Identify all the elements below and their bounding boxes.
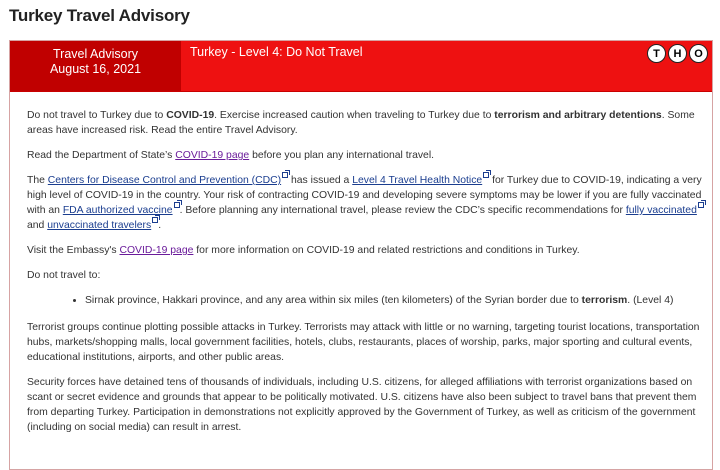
- text: . Some areas have increased risk. Read the entire Travel Advisory.: [27, 110, 695, 136]
- external-link-icon: [282, 172, 288, 178]
- advisory-level: Turkey - Level 4: Do Not Travel: [190, 45, 363, 59]
- list-item: [85, 293, 706, 308]
- covid-19-page-link[interactable]: COVID-19 page: [175, 150, 250, 161]
- embassy-paragraph: [27, 243, 706, 258]
- external-link-icon: [698, 202, 704, 208]
- text: Sirnak province, Hakkari province, and any area within six miles (ten kilometers) of the Syrian border due to: [85, 295, 582, 306]
- text: has issued a: [288, 175, 353, 186]
- embassy-covid-link[interactable]: COVID-19 page: [119, 245, 194, 256]
- text: before you plan any international travel.: [249, 150, 435, 161]
- covid-page-paragraph: [27, 148, 706, 163]
- terrorism-paragraph: Terrorist groups continue plotting possible attacks in Turkey. Terrorists may attack with little or no warning, targeting tourist locations, transportation hubs, markets/shopping malls, local government facilities, hotels, clubs, restaurants, places of worship, parks, major sporting and cultural events, educational institutions, airports, and other public areas.: [27, 322, 700, 363]
- badge-t[interactable]: T: [647, 44, 666, 63]
- text: and: [27, 220, 48, 231]
- advisory-badges: [647, 44, 708, 63]
- do-not-travel-heading: Do not travel to:: [27, 270, 101, 281]
- text: Read the Department of State’s: [27, 150, 176, 161]
- advisory-date-box: [10, 41, 181, 91]
- external-link-icon: [174, 202, 180, 208]
- text: . Exercise increased caution when traveling to Turkey due to: [214, 110, 495, 121]
- fully-vaccinated-link[interactable]: fully vaccinated: [625, 205, 697, 216]
- badge-h[interactable]: H: [668, 44, 687, 63]
- text: .: [158, 220, 162, 231]
- cdc-link[interactable]: Centers for Disease Control and Prevention (CDC): [47, 175, 282, 186]
- text: Visit the Embassy's: [27, 245, 120, 256]
- advisory-banner: [10, 41, 712, 92]
- summary-paragraph: [27, 108, 706, 138]
- advisory-box: [9, 40, 713, 470]
- text: Do not travel to Turkey due to: [27, 110, 167, 121]
- advisory-label: Travel Advisory: [53, 47, 138, 61]
- external-link-icon: [152, 217, 158, 223]
- fda-vaccine-link[interactable]: FDA authorized vaccine: [62, 205, 173, 216]
- text: for Turkey due to COVID-19, indicating a very high level of COVID-19 in the country. Your risk of contracting COVID-19 and developing severe symptoms may be lower if you are fully vaccinated with an: [27, 175, 702, 216]
- text: for more information on COVID-19 and related restrictions and conditions in Turkey.: [193, 245, 580, 256]
- advisory-body: [10, 92, 712, 469]
- badge-o[interactable]: O: [689, 44, 708, 63]
- emphasis-terrorism: terrorism: [581, 295, 628, 306]
- advisory-date: August 16, 2021: [49, 62, 142, 76]
- emphasis-terrorism: terrorism and arbitrary detentions: [494, 110, 662, 121]
- cdc-paragraph: [27, 173, 706, 233]
- external-link-icon: [483, 172, 489, 178]
- text: . (Level 4): [627, 295, 674, 306]
- text: . Before planning any international travel, please review the CDC’s specific recommendations for: [179, 205, 626, 216]
- text: The: [27, 175, 48, 186]
- unvaccinated-travelers-link[interactable]: unvaccinated travelers: [47, 220, 152, 231]
- travel-health-notice-link[interactable]: Level 4 Travel Health Notice: [352, 175, 483, 186]
- do-not-travel-list: [27, 293, 706, 308]
- detention-paragraph: Security forces have detained tens of thousands of individuals, including U.S. citizens, for alleged affiliations with terrorist organizations based on scant or secret evidence and grounds that appear to be politically motivated. U.S. citizens have also been subject to travel bans that prevent them from departing Turkey. Participation in demonstrations not explicitly approved by the Government of Turkey, as well as criticism of the government (including on social media) can result in arrest.: [27, 377, 697, 433]
- page-title: Turkey Travel Advisory: [9, 6, 190, 25]
- emphasis-covid: COVID-19: [166, 110, 215, 121]
